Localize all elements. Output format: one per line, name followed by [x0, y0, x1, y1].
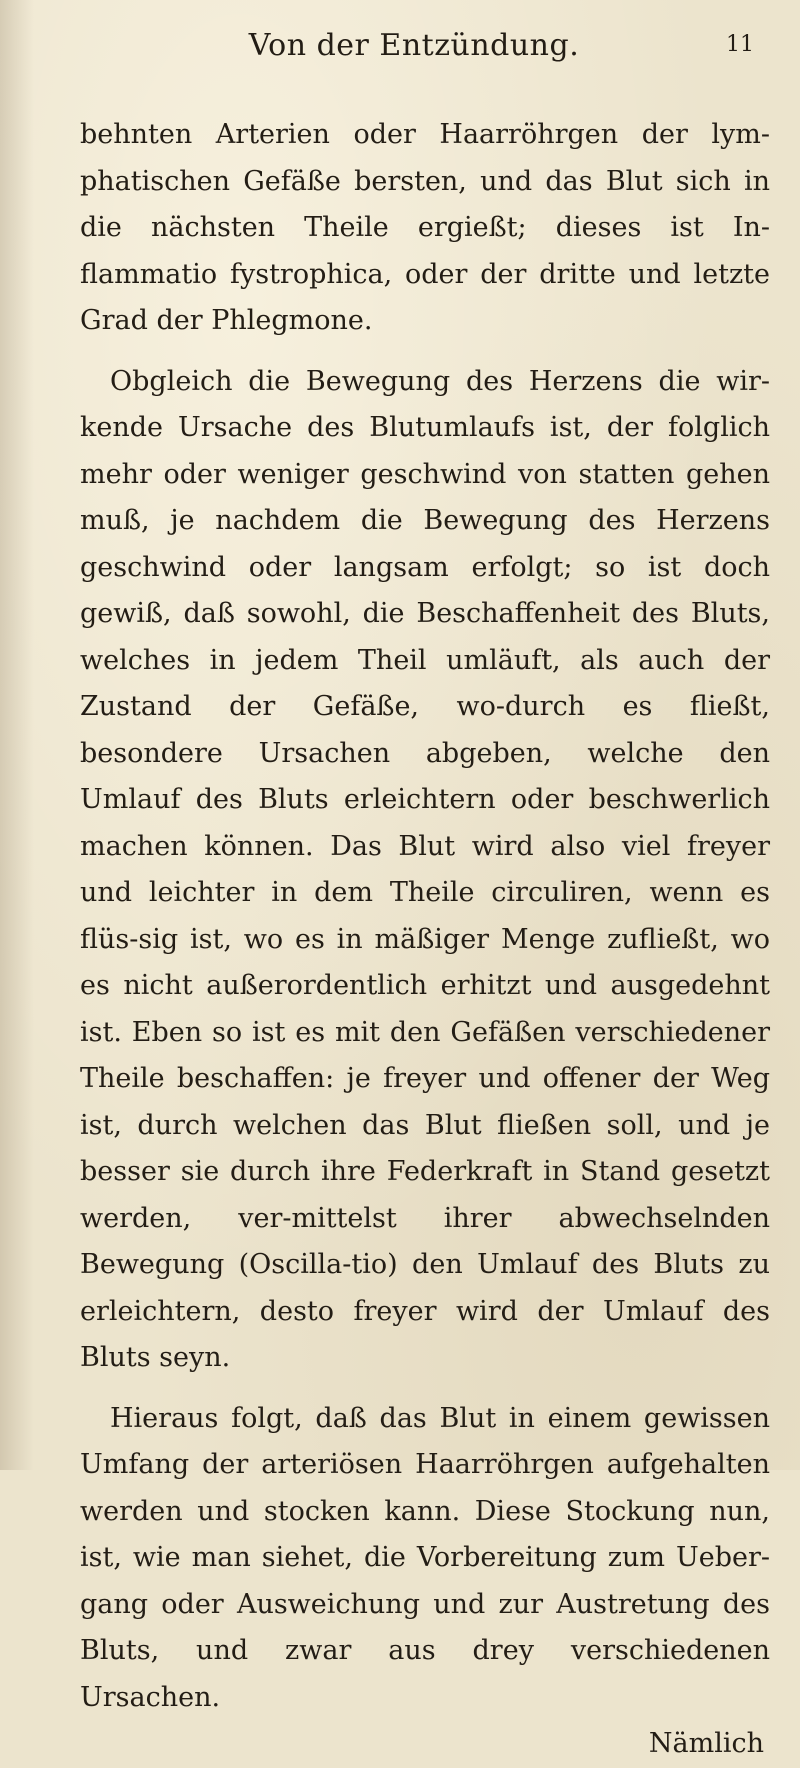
paragraph-3 — [80, 1396, 770, 1768]
running-title: Von der Entzündung. — [248, 28, 580, 63]
paragraph-1 — [80, 112, 770, 345]
paragraph-3-text: Hieraus folgt, daß das Blut in einem gewissen Umfang der arteriösen Haarröhrgen aufgehalten werden und stocken kann. Diese Stockung nun, ist, wie man siehet, die Vorbereitung zum Ueber-gang oder Ausweichung und zur Austretung des Bluts, und zwar aus drey verschiedenen Ursachen. — [80, 1402, 770, 1713]
running-head — [64, 28, 764, 78]
page-number: 11 — [726, 32, 754, 57]
catchword: Nämlich — [648, 1728, 764, 1759]
paragraph-2 — [80, 359, 770, 1382]
gutter-shadow — [0, 0, 34, 1470]
paragraph-1-text: behnten Arterien oder Haarröhrgen der lym-phatischen Gefäße bersten, und das Blut sich in die nächsten Theile ergießt; dieses ist In-flammatio fystrophica, oder der dritte und letzte Grad der Phlegmone. — [80, 119, 770, 336]
paragraph-2-text: Obgleich die Bewegung des Herzens die wir-kende Ursache des Blutumlaufs ist, der folglich mehr oder weniger geschwind von statten gehen muß, je nachdem die Bewegung des Herzens geschwind oder langsam erfolgt; so ist doch gewiß, daß sowohl, die Beschaffenheit des Bluts, welches in jedem Theil umläuft, als auch der Zustand der Gefäße, wo-durch es fließt, besondere Ursachen abgeben, welche den Umlauf des Bluts erleichtern oder beschwerlich machen können. Das Blut wird also viel freyer und leichter in dem Theile circuliren, wenn es flüs-sig ist, wo es in mäßiger Menge zufließt, wo es nicht außerordentlich erhitzt und ausgedehnt ist. Eben so ist es mit den Gefäßen verschiedener Theile beschaffen: je freyer und offener der Weg ist, durch welchen das Blut fließen soll, und je besser sie durch ihre Federkraft in Stand gesetzt werden, ver-mittelst ihrer abwechselnden Bewegung (Oscilla-tio) den Umlauf des Bluts zu erleichtern, desto freyer wird der Umlauf des Bluts seyn. — [80, 365, 770, 1373]
body-text — [80, 112, 770, 1768]
